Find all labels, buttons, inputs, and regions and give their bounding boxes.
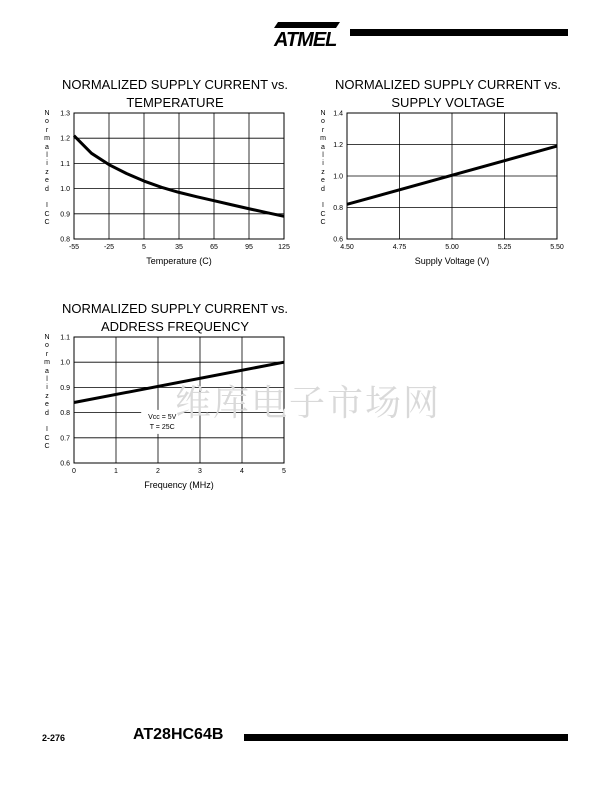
y-axis-label-char: d — [321, 185, 325, 193]
y-axis-label-char: l — [46, 152, 48, 160]
chart2-title-line1: NORMALIZED SUPPLY CURRENT vs. — [334, 77, 562, 92]
y-axis-label-char: z — [321, 168, 325, 176]
y-tick-label: 0.8 — [333, 205, 343, 212]
x-tick-label: 1 — [114, 468, 118, 475]
y-tick-label: 0.8 — [60, 236, 70, 244]
y-axis-label-char: o — [45, 118, 49, 126]
y-axis-label-char: e — [45, 401, 49, 409]
y-tick-label: 1.1 — [60, 160, 70, 168]
chart2-title-line2: SUPPLY VOLTAGE — [391, 95, 505, 110]
y-axis-label-char: N — [44, 334, 50, 341]
y-axis-label-char: a — [45, 367, 49, 375]
y-axis-label-char: a — [45, 143, 49, 151]
y-axis-label-char: C — [44, 219, 50, 227]
y-axis-label-char: m — [44, 135, 50, 143]
annotation-text: Vcc = 5V — [148, 413, 177, 421]
y-tick-label: 1.0 — [333, 173, 343, 181]
y-axis-label-char: m — [320, 135, 326, 143]
y-axis-label-char: m — [44, 359, 50, 367]
y-axis-label-char: i — [46, 160, 48, 168]
x-tick-label: 4.75 — [392, 244, 407, 251]
x-tick-label: 125 — [278, 244, 290, 251]
y-tick-label: 0.9 — [60, 211, 70, 219]
y-axis-label-char: r — [45, 350, 49, 358]
x-tick-label: 5 — [142, 244, 146, 251]
page-number: 2-276 — [42, 733, 66, 743]
x-axis-label: Frequency (MHz) — [144, 480, 214, 490]
y-axis-label-char: N — [320, 110, 326, 117]
chart3-title-line1: NORMALIZED SUPPLY CURRENT vs. — [61, 301, 289, 316]
x-tick-label: 5.00 — [445, 244, 459, 251]
y-axis-label-char: a — [321, 143, 325, 151]
y-axis-label-char: N — [44, 110, 50, 117]
x-tick-label: 5.25 — [497, 244, 512, 251]
y-axis-label-char: o — [321, 118, 325, 126]
logo-text: ATMEL — [274, 29, 337, 48]
x-tick-label: 95 — [245, 244, 253, 251]
y-axis-label-char: C — [320, 210, 326, 218]
y-axis-label-char: i — [46, 384, 48, 392]
x-tick-label: 65 — [210, 244, 218, 251]
y-axis-label-char: e — [321, 177, 325, 185]
y-axis-label-char: r — [321, 126, 325, 134]
y-axis-label-char: e — [45, 177, 49, 185]
y-axis-label-char: l — [46, 376, 48, 384]
y-axis-label-char: C — [44, 443, 50, 451]
x-tick-label: 4 — [240, 468, 244, 475]
y-tick-label: 0.7 — [60, 435, 70, 443]
y-tick-label: 1.4 — [333, 110, 343, 118]
y-axis-label-char: z — [45, 168, 49, 176]
y-tick-label: 0.8 — [60, 410, 70, 418]
y-tick-label: 1.2 — [333, 142, 343, 149]
y-axis-label-char: C — [44, 210, 50, 218]
y-axis-label-char: I — [46, 426, 48, 434]
x-tick-label: 0 — [72, 468, 76, 475]
footer-rule — [244, 734, 568, 741]
x-axis-label: Temperature (C) — [146, 256, 212, 266]
y-axis-label-char: r — [45, 126, 49, 134]
y-tick-label: 0.6 — [60, 460, 70, 468]
part-number: AT28HC64B — [133, 726, 224, 743]
annotation-text: T = 25C — [149, 423, 175, 431]
x-tick-label: 4.50 — [340, 244, 354, 251]
y-tick-label: 1.1 — [60, 334, 70, 342]
y-axis-label-char: z — [45, 392, 49, 400]
y-axis-label-char: d — [45, 185, 49, 193]
watermark: 维库电子市场网 — [175, 383, 442, 424]
x-axis-label: Supply Voltage (V) — [414, 256, 490, 266]
x-tick-label: 2 — [156, 468, 160, 475]
y-tick-label: 0.6 — [333, 236, 343, 244]
y-tick-label: 1.2 — [60, 135, 70, 143]
y-axis-label-char: C — [44, 434, 50, 442]
y-axis-label-char: d — [45, 409, 49, 417]
y-tick-label: 1.3 — [60, 110, 70, 118]
y-axis-label-char: i — [322, 160, 324, 168]
chart3-title-line2: ADDRESS FREQUENCY — [100, 319, 250, 334]
x-tick-label: 5 — [282, 468, 286, 475]
x-tick-label: -25 — [103, 244, 115, 251]
x-tick-label: 5.50 — [550, 244, 564, 251]
y-tick-label: 1.0 — [60, 359, 70, 367]
y-axis-label-char: l — [322, 152, 324, 160]
y-axis-label-char: I — [46, 202, 48, 210]
chart1-title-line1: NORMALIZED SUPPLY CURRENT vs. — [61, 77, 289, 92]
x-tick-label: 35 — [175, 244, 183, 251]
x-tick-label: -55 — [68, 244, 80, 251]
y-axis-label-char: C — [320, 219, 326, 227]
chart1-title-line2: TEMPERATURE — [126, 95, 224, 110]
y-tick-label: 1.0 — [60, 186, 70, 194]
y-axis-label-char: I — [322, 202, 324, 210]
x-tick-label: 3 — [198, 468, 202, 475]
y-axis-label-char: o — [45, 342, 49, 350]
y-tick-label: 0.9 — [60, 384, 70, 392]
